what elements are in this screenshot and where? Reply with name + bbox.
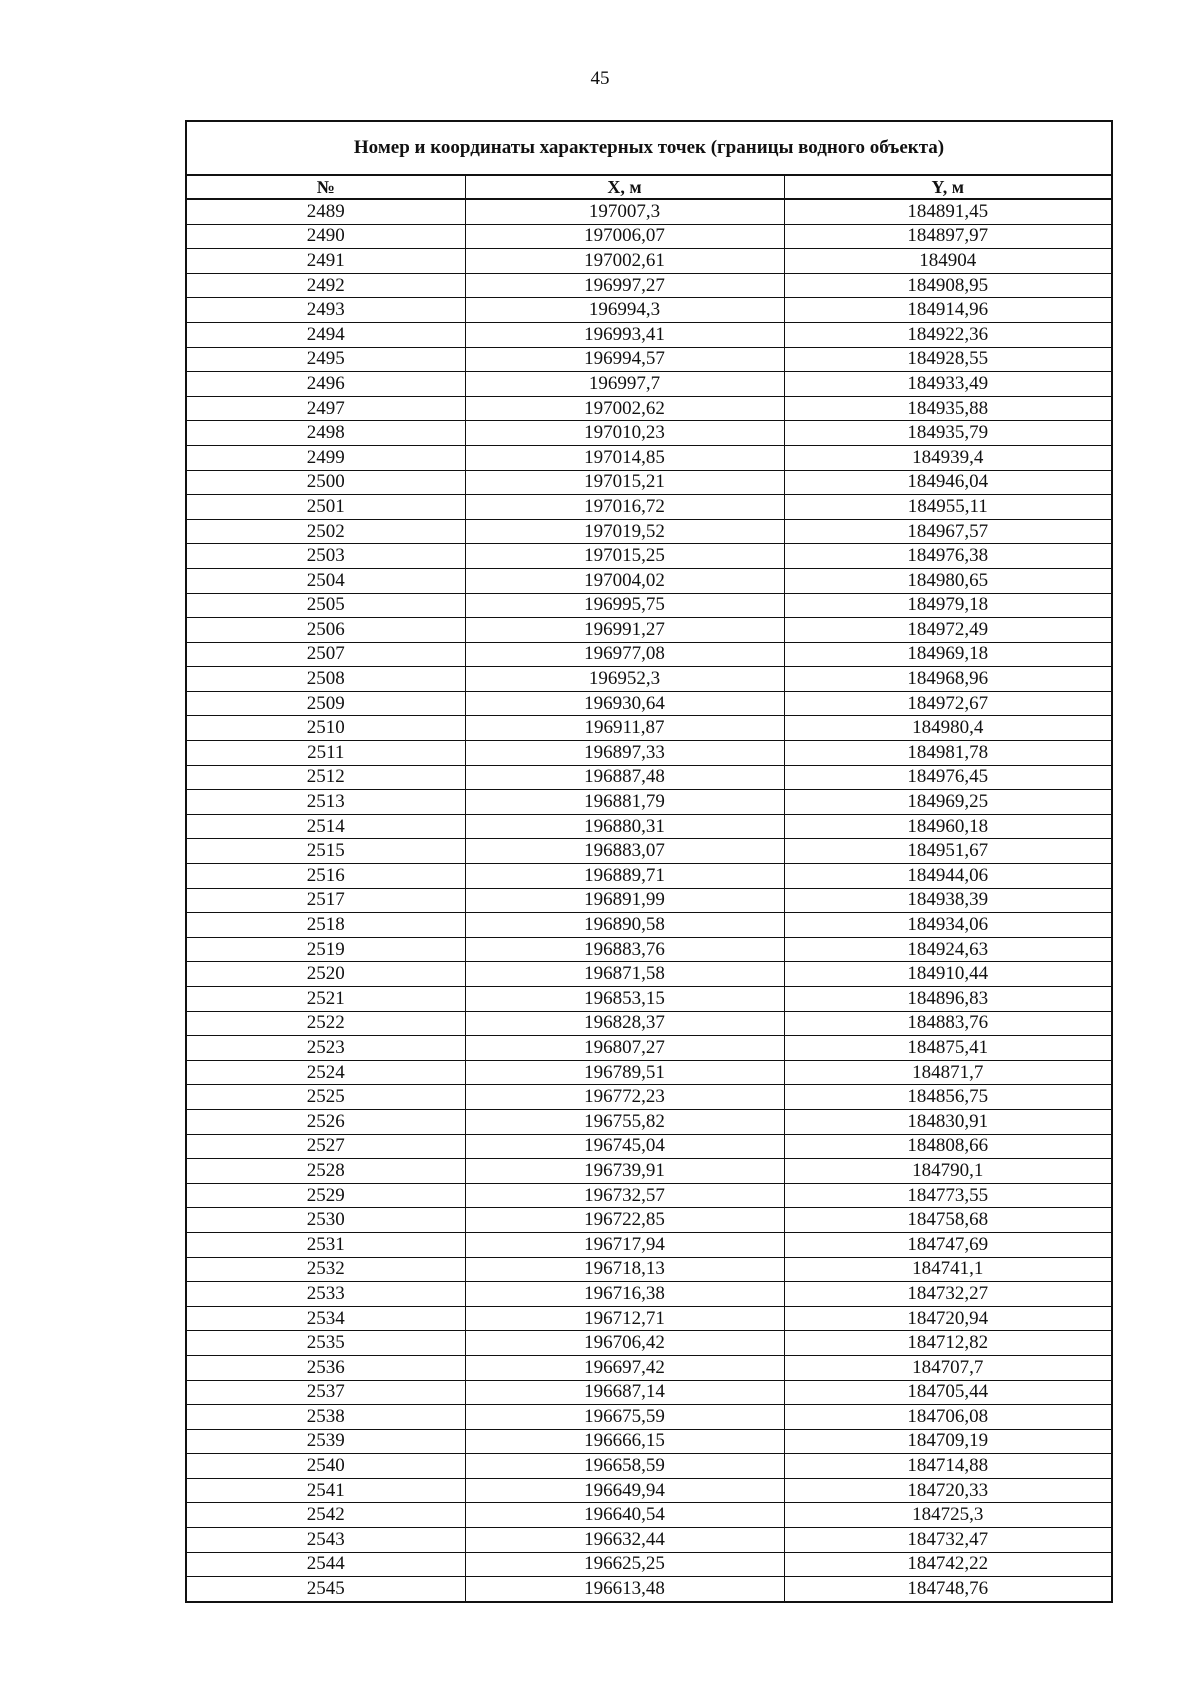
cell-number: 2503 [186, 544, 465, 569]
cell-number: 2497 [186, 396, 465, 421]
cell-y: 184732,47 [784, 1528, 1112, 1553]
cell-y: 184935,79 [784, 421, 1112, 446]
cell-x: 196712,71 [465, 1306, 784, 1331]
cell-y: 184972,67 [784, 691, 1112, 716]
cell-number: 2545 [186, 1577, 465, 1602]
cell-number: 2505 [186, 593, 465, 618]
page-number: 45 [590, 68, 610, 89]
cell-y: 184914,96 [784, 298, 1112, 323]
cell-number: 2512 [186, 765, 465, 790]
cell-x: 196930,64 [465, 691, 784, 716]
table-row [186, 1478, 1112, 1503]
column-header-y: Y, м [784, 175, 1112, 199]
cell-y: 184720,33 [784, 1478, 1112, 1503]
cell-y: 184748,76 [784, 1577, 1112, 1602]
table-row [186, 421, 1112, 446]
cell-x: 196880,31 [465, 814, 784, 839]
cell-number: 2494 [186, 322, 465, 347]
table-row [186, 1232, 1112, 1257]
table-row [186, 1159, 1112, 1184]
cell-number: 2501 [186, 495, 465, 520]
cell-number: 2510 [186, 716, 465, 741]
table-row [186, 1380, 1112, 1405]
cell-number: 2540 [186, 1454, 465, 1479]
cell-y: 184972,49 [784, 618, 1112, 643]
cell-number: 2490 [186, 224, 465, 249]
cell-number: 2518 [186, 913, 465, 938]
cell-y: 184976,45 [784, 765, 1112, 790]
table-row [186, 470, 1112, 495]
cell-number: 2526 [186, 1109, 465, 1134]
cell-number: 2495 [186, 347, 465, 372]
cell-x: 196889,71 [465, 864, 784, 889]
cell-y: 184980,65 [784, 568, 1112, 593]
cell-x: 196640,54 [465, 1503, 784, 1528]
table-header-row [186, 175, 1112, 199]
cell-number: 2513 [186, 790, 465, 815]
table-row [186, 322, 1112, 347]
cell-number: 2506 [186, 618, 465, 643]
table-row [186, 913, 1112, 938]
cell-x: 197002,61 [465, 249, 784, 274]
cell-number: 2530 [186, 1208, 465, 1233]
cell-number: 2522 [186, 1011, 465, 1036]
cell-y: 184933,49 [784, 372, 1112, 397]
cell-y: 184732,27 [784, 1282, 1112, 1307]
coordinates-table-container [185, 120, 1111, 1603]
cell-y: 184883,76 [784, 1011, 1112, 1036]
table-row [186, 962, 1112, 987]
table-row [186, 1036, 1112, 1061]
cell-x: 197019,52 [465, 519, 784, 544]
table-row [186, 790, 1112, 815]
cell-x: 196649,94 [465, 1478, 784, 1503]
table-row [186, 199, 1112, 224]
cell-number: 2544 [186, 1552, 465, 1577]
cell-y: 184935,88 [784, 396, 1112, 421]
cell-number: 2534 [186, 1306, 465, 1331]
table-row [186, 642, 1112, 667]
cell-y: 184706,08 [784, 1405, 1112, 1430]
table-row [186, 691, 1112, 716]
cell-number: 2489 [186, 199, 465, 224]
table-row [186, 1503, 1112, 1528]
table-row [186, 372, 1112, 397]
cell-y: 184808,66 [784, 1134, 1112, 1159]
cell-y: 184924,63 [784, 937, 1112, 962]
cell-x: 196891,99 [465, 888, 784, 913]
cell-number: 2520 [186, 962, 465, 987]
cell-number: 2515 [186, 839, 465, 864]
cell-x: 196871,58 [465, 962, 784, 987]
cell-x: 197002,62 [465, 396, 784, 421]
table-row [186, 839, 1112, 864]
cell-number: 2496 [186, 372, 465, 397]
table-row [186, 1109, 1112, 1134]
cell-number: 2498 [186, 421, 465, 446]
table-row [186, 273, 1112, 298]
table-row [186, 1134, 1112, 1159]
cell-y: 184968,96 [784, 667, 1112, 692]
cell-number: 2524 [186, 1060, 465, 1085]
cell-x: 197010,23 [465, 421, 784, 446]
cell-x: 196994,57 [465, 347, 784, 372]
cell-x: 196697,42 [465, 1355, 784, 1380]
table-row [186, 1208, 1112, 1233]
table-row [186, 1405, 1112, 1430]
table-row [186, 298, 1112, 323]
cell-x: 197004,02 [465, 568, 784, 593]
cell-y: 184897,97 [784, 224, 1112, 249]
cell-x: 196890,58 [465, 913, 784, 938]
cell-x: 196883,76 [465, 937, 784, 962]
cell-x: 196739,91 [465, 1159, 784, 1184]
cell-x: 197014,85 [465, 445, 784, 470]
cell-y: 184712,82 [784, 1331, 1112, 1356]
cell-number: 2543 [186, 1528, 465, 1553]
table-row [186, 1528, 1112, 1553]
cell-number: 2502 [186, 519, 465, 544]
cell-x: 196997,27 [465, 273, 784, 298]
cell-number: 2492 [186, 273, 465, 298]
table-row [186, 1282, 1112, 1307]
table-row [186, 224, 1112, 249]
table-row [186, 544, 1112, 569]
cell-y: 184960,18 [784, 814, 1112, 839]
cell-y: 184908,95 [784, 273, 1112, 298]
cell-number: 2519 [186, 937, 465, 962]
table-row [186, 1552, 1112, 1577]
cell-x: 196995,75 [465, 593, 784, 618]
cell-x: 196687,14 [465, 1380, 784, 1405]
cell-y: 184979,18 [784, 593, 1112, 618]
table-row [186, 741, 1112, 766]
table-row [186, 814, 1112, 839]
cell-x: 196658,59 [465, 1454, 784, 1479]
cell-x: 196993,41 [465, 322, 784, 347]
cell-x: 196887,48 [465, 765, 784, 790]
cell-x: 196722,85 [465, 1208, 784, 1233]
cell-y: 184955,11 [784, 495, 1112, 520]
cell-y: 184871,7 [784, 1060, 1112, 1085]
table-body [186, 199, 1112, 1602]
cell-y: 184946,04 [784, 470, 1112, 495]
cell-x: 196897,33 [465, 741, 784, 766]
cell-number: 2500 [186, 470, 465, 495]
cell-number: 2508 [186, 667, 465, 692]
table-row [186, 249, 1112, 274]
table-row [186, 1183, 1112, 1208]
cell-number: 2538 [186, 1405, 465, 1430]
table-row [186, 1331, 1112, 1356]
table-row [186, 396, 1112, 421]
cell-number: 2535 [186, 1331, 465, 1356]
table-title: Номер и координаты характерных точек (границы водного объекта) [186, 121, 1112, 175]
table-row [186, 1257, 1112, 1282]
cell-y: 184981,78 [784, 741, 1112, 766]
cell-number: 2509 [186, 691, 465, 716]
cell-x: 196675,59 [465, 1405, 784, 1430]
cell-number: 2542 [186, 1503, 465, 1528]
cell-number: 2521 [186, 987, 465, 1012]
cell-x: 196997,7 [465, 372, 784, 397]
cell-y: 184790,1 [784, 1159, 1112, 1184]
table-row [186, 1060, 1112, 1085]
cell-y: 184725,3 [784, 1503, 1112, 1528]
cell-x: 196632,44 [465, 1528, 784, 1553]
table-row [186, 519, 1112, 544]
cell-y: 184967,57 [784, 519, 1112, 544]
cell-y: 184705,44 [784, 1380, 1112, 1405]
cell-number: 2541 [186, 1478, 465, 1503]
cell-number: 2528 [186, 1159, 465, 1184]
cell-number: 2493 [186, 298, 465, 323]
cell-x: 197007,3 [465, 199, 784, 224]
cell-number: 2537 [186, 1380, 465, 1405]
cell-y: 184891,45 [784, 199, 1112, 224]
cell-number: 2514 [186, 814, 465, 839]
cell-x: 196732,57 [465, 1183, 784, 1208]
cell-y: 184938,39 [784, 888, 1112, 913]
cell-number: 2491 [186, 249, 465, 274]
cell-x: 196745,04 [465, 1134, 784, 1159]
table-row [186, 937, 1112, 962]
cell-number: 2504 [186, 568, 465, 593]
cell-y: 184742,22 [784, 1552, 1112, 1577]
cell-x: 196716,38 [465, 1282, 784, 1307]
cell-y: 184939,4 [784, 445, 1112, 470]
table-row [186, 1577, 1112, 1602]
cell-y: 184934,06 [784, 913, 1112, 938]
column-header-number: № [186, 175, 465, 199]
cell-y: 184714,88 [784, 1454, 1112, 1479]
column-header-x: X, м [465, 175, 784, 199]
cell-y: 184830,91 [784, 1109, 1112, 1134]
cell-number: 2523 [186, 1036, 465, 1061]
cell-y: 184904 [784, 249, 1112, 274]
cell-number: 2507 [186, 642, 465, 667]
cell-number: 2533 [186, 1282, 465, 1307]
table-row [186, 987, 1112, 1012]
cell-x: 197015,25 [465, 544, 784, 569]
coordinates-table [185, 120, 1113, 1603]
table-row [186, 716, 1112, 741]
cell-x: 196772,23 [465, 1085, 784, 1110]
cell-x: 196991,27 [465, 618, 784, 643]
cell-number: 2511 [186, 741, 465, 766]
cell-y: 184741,1 [784, 1257, 1112, 1282]
cell-number: 2499 [186, 445, 465, 470]
table-row [186, 667, 1112, 692]
table-row [186, 888, 1112, 913]
cell-x: 196625,25 [465, 1552, 784, 1577]
cell-x: 196789,51 [465, 1060, 784, 1085]
cell-number: 2527 [186, 1134, 465, 1159]
table-row [186, 765, 1112, 790]
cell-x: 196994,3 [465, 298, 784, 323]
table-row [186, 1011, 1112, 1036]
cell-x: 196853,15 [465, 987, 784, 1012]
cell-number: 2532 [186, 1257, 465, 1282]
table-row [186, 1085, 1112, 1110]
table-row [186, 445, 1112, 470]
table-row [186, 495, 1112, 520]
cell-x: 197006,07 [465, 224, 784, 249]
table-row [186, 1306, 1112, 1331]
table-row [186, 1454, 1112, 1479]
cell-number: 2516 [186, 864, 465, 889]
table-row [186, 1429, 1112, 1454]
table-row [186, 618, 1112, 643]
cell-y: 184875,41 [784, 1036, 1112, 1061]
cell-y: 184707,7 [784, 1355, 1112, 1380]
table-title-row [186, 121, 1112, 175]
cell-number: 2517 [186, 888, 465, 913]
cell-y: 184969,18 [784, 642, 1112, 667]
cell-x: 197015,21 [465, 470, 784, 495]
table-row [186, 347, 1112, 372]
cell-y: 184709,19 [784, 1429, 1112, 1454]
cell-x: 196706,42 [465, 1331, 784, 1356]
cell-x: 196977,08 [465, 642, 784, 667]
cell-x: 196883,07 [465, 839, 784, 864]
table-row [186, 1355, 1112, 1380]
cell-x: 196952,3 [465, 667, 784, 692]
cell-x: 196717,94 [465, 1232, 784, 1257]
cell-y: 184944,06 [784, 864, 1112, 889]
cell-y: 184928,55 [784, 347, 1112, 372]
cell-y: 184747,69 [784, 1232, 1112, 1257]
cell-x: 196911,87 [465, 716, 784, 741]
cell-y: 184773,55 [784, 1183, 1112, 1208]
cell-number: 2525 [186, 1085, 465, 1110]
cell-y: 184980,4 [784, 716, 1112, 741]
cell-number: 2531 [186, 1232, 465, 1257]
table-row [186, 568, 1112, 593]
cell-x: 196807,27 [465, 1036, 784, 1061]
cell-x: 196755,82 [465, 1109, 784, 1134]
cell-y: 184951,67 [784, 839, 1112, 864]
cell-x: 196718,13 [465, 1257, 784, 1282]
cell-x: 196613,48 [465, 1577, 784, 1602]
cell-y: 184720,94 [784, 1306, 1112, 1331]
cell-y: 184758,68 [784, 1208, 1112, 1233]
cell-number: 2536 [186, 1355, 465, 1380]
table-row [186, 593, 1112, 618]
cell-x: 196881,79 [465, 790, 784, 815]
cell-y: 184896,83 [784, 987, 1112, 1012]
cell-y: 184910,44 [784, 962, 1112, 987]
cell-y: 184976,38 [784, 544, 1112, 569]
cell-y: 184922,36 [784, 322, 1112, 347]
cell-y: 184856,75 [784, 1085, 1112, 1110]
cell-x: 196666,15 [465, 1429, 784, 1454]
cell-number: 2529 [186, 1183, 465, 1208]
cell-x: 196828,37 [465, 1011, 784, 1036]
cell-x: 197016,72 [465, 495, 784, 520]
cell-y: 184969,25 [784, 790, 1112, 815]
table-row [186, 864, 1112, 889]
cell-number: 2539 [186, 1429, 465, 1454]
